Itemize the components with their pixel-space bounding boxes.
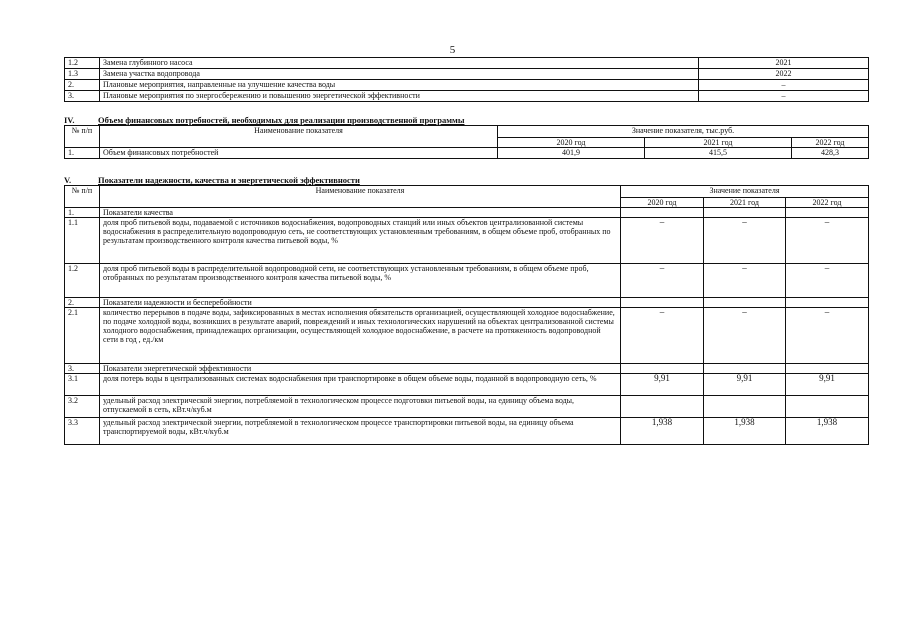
value-2022: – (786, 264, 869, 298)
value-2021: 1,938 (704, 418, 786, 445)
section-5-heading (64, 175, 360, 185)
value-2021: – (704, 218, 786, 264)
table-row (65, 148, 869, 159)
row-value: 2022 (699, 69, 869, 80)
value-2020: 401,9 (498, 148, 645, 159)
group-row (65, 208, 869, 218)
value-2021: – (704, 264, 786, 298)
row-number: 2. (65, 298, 100, 308)
row-value: – (699, 91, 869, 102)
value-2021: 9,91 (704, 374, 786, 396)
value-2022 (786, 396, 869, 418)
page-number: 5 (449, 44, 456, 56)
row-name: Плановые мероприятия, направленные на улучшение качества воды (100, 80, 699, 91)
row-number: 1.2 (65, 58, 100, 69)
year-2021: 2021 год (645, 138, 792, 148)
row-number: 2.1 (65, 308, 100, 364)
row-number: 3. (65, 364, 100, 374)
value-2020: – (621, 308, 704, 364)
row-number: 1.1 (65, 218, 100, 264)
header-row (65, 126, 869, 138)
value-2020: – (621, 218, 704, 264)
table-row (65, 418, 869, 445)
value-2020: 1,938 (621, 418, 704, 445)
row-number: 1.3 (65, 69, 100, 80)
row-number: 3.3 (65, 418, 100, 445)
value-2020: 9,91 (621, 374, 704, 396)
section-number: IV. (64, 115, 75, 125)
value-2022: – (786, 218, 869, 264)
section-title: Показатели надежности, качества и энергетической эффективности (98, 175, 360, 185)
group-title: Показатели надежности и бесперебойности (100, 298, 621, 308)
col-name-header: Наименование показателя (100, 126, 498, 148)
year-2020: 2020 год (621, 198, 704, 208)
table-row (65, 69, 869, 80)
table-row (65, 396, 869, 418)
value-2022: 1,938 (786, 418, 869, 445)
section-number: V. (64, 175, 72, 185)
row-number: 3.1 (65, 374, 100, 396)
row-number: 3.2 (65, 396, 100, 418)
row-value: – (699, 80, 869, 91)
header-row (65, 186, 869, 198)
row-number: 1. (65, 208, 100, 218)
col-values-header: Значение показателя (621, 186, 869, 198)
group-title: Показатели энергетической эффективности (100, 364, 621, 374)
value-2020 (621, 396, 704, 418)
row-name: удельный расход электрической энергии, потребляемой в технологическом процессе транспортировки питьевой воды, на единицу объема транспортируемой воды, кВт.ч/куб.м (100, 418, 621, 445)
row-name: Плановые мероприятия по энергосбережению и повышению энергетической эффективности (100, 91, 699, 102)
table-row (65, 218, 869, 264)
section-title: Объем финансовых потребностей, необходимых для реализации производственной программы (98, 115, 465, 125)
col-number-header: № п/п (65, 126, 100, 148)
year-2022: 2022 год (786, 198, 869, 208)
value-2021 (704, 396, 786, 418)
value-2020: – (621, 264, 704, 298)
value-2022: – (786, 308, 869, 364)
table-row (65, 264, 869, 298)
row-name: доля проб питьевой воды, подаваемой с источников водоснабжения, водопроводных станций или иных объектов централизованной системы водоснабжения в распределительную водопроводную сеть, не соответствующих установленным требованиям, в общем объеме проб, отобранных по результатам производственного контроля качества питьевой воды, % (100, 218, 621, 264)
value-2021: – (704, 308, 786, 364)
table-row (65, 308, 869, 364)
row-value: 2021 (699, 58, 869, 69)
row-number: 3. (65, 91, 100, 102)
col-name-header: Наименование показателя (100, 186, 621, 208)
year-2022: 2022 год (792, 138, 869, 148)
year-2020: 2020 год (498, 138, 645, 148)
row-name: доля проб питьевой воды в распределительной водопроводной сети, не соответствующих установленным требованиям, в общем объеме проб, отобранных по результатам производственного контроля качества питьевой воды, % (100, 264, 621, 298)
row-name: количество перерывов в подаче воды, зафиксированных в местах исполнения обязательств организацией, осуществляющей холодное водоснабжение, по подаче холодной воды, возникших в результате аварий, повреждений и иных технологических нарушений на объектах централизованной системы холодного водоснабжения, принадлежащих организации, осуществляющей холодное водоснабжение, в расчете на протяженность водопроводной сети в год , ед./км (100, 308, 621, 364)
value-2021: 415,5 (645, 148, 792, 159)
group-row (65, 364, 869, 374)
financial-needs-table (64, 125, 869, 159)
row-name: Объем финансовых потребностей (100, 148, 498, 159)
table-row (65, 58, 869, 69)
row-number: 2. (65, 80, 100, 91)
table-row (65, 91, 869, 102)
row-number: 1.2 (65, 264, 100, 298)
row-name: удельный расход электрической энергии, потребляемой в технологическом процессе подготовки питьевой воды, на единицу объема воды, отпускаемой в сеть, кВт.ч/куб.м (100, 396, 621, 418)
row-number: 1. (65, 148, 100, 159)
group-row (65, 298, 869, 308)
top-measures-table (64, 57, 869, 102)
table-row (65, 374, 869, 396)
col-number-header: № п/п (65, 186, 100, 208)
year-2021: 2021 год (704, 198, 786, 208)
table-row (65, 80, 869, 91)
section-4-heading (64, 115, 464, 125)
value-2022: 428,3 (792, 148, 869, 159)
row-name: доля потерь воды в централизованных системах водоснабжения при транспортировке в общем объеме воды, поданной в водопроводную сеть, % (100, 374, 621, 396)
col-values-header: Значение показателя, тыс.руб. (498, 126, 869, 138)
value-2022: 9,91 (786, 374, 869, 396)
row-name: Замена участка водопровода (100, 69, 699, 80)
group-title: Показатели качества (100, 208, 621, 218)
indicators-table (64, 185, 869, 445)
row-name: Замена глубинного насоса (100, 58, 699, 69)
